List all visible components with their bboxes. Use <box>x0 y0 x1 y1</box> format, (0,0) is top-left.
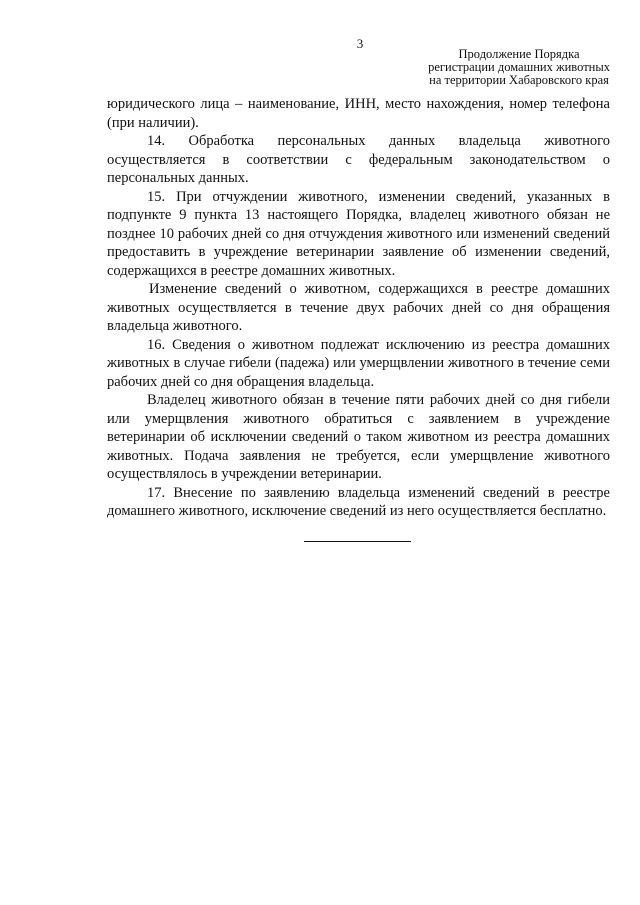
page-number: 3 <box>356 36 364 51</box>
paragraph-16-note: Владелец животного обязан в течение пяти рабочих дней со дня гибели или умерщвления животного обратиться с заявлением в учреждение ветеринарии об исключении сведений о таком животном из реестра домашних животных. Подача заявления не требуется, если умерщвление животного осуществлялось в учреждении ветеринарии. <box>107 392 610 482</box>
paragraph-16: 16. Сведения о животном подлежат исключению из реестра домашних животных в случае гибели (падежа) или умерщвлении животного в течение семи рабочих дней со дня обращения владельца. <box>107 336 610 390</box>
paragraph-14: 14. Обработка персональных данных владельца животного осуществляется в соответствии с федеральным законодательством о персональных данных. <box>107 133 610 186</box>
header-line-3: на территории Хабаровского края <box>429 73 609 87</box>
end-of-document-rule <box>304 541 411 542</box>
paragraph-17: 17. Внесение по заявлению владельца изменений сведений в реестре домашнего животного, исключение сведений из него осуществляется бесплатно. <box>107 484 610 519</box>
paragraph-15-note: Изменение сведений о животном, содержащихся в реестре домашних животных осуществляется в течение двух рабочих дней со дня обращения владельца животного. <box>107 281 610 334</box>
header-line-2: регистрации домашних животных <box>428 60 610 74</box>
paragraph-continuation: юридического лица – наименование, ИНН, место нахождения, номер телефона (при наличии). <box>107 96 610 131</box>
paragraph-15: 15. При отчуждении животного, изменении сведений, указанных в подпункте 9 пункта 13 настоящего Порядка, владелец животного обязан не позднее 10 рабочих дней со дня отчуждения животного или изменений сведений предоставить в учреждение ветеринарии заявление об изменении сведений, содержащихся в реестре домашних животных. <box>107 188 610 279</box>
running-header <box>428 48 610 87</box>
document-body <box>107 95 610 521</box>
header-line-1: Продолжение Порядка <box>458 47 580 61</box>
